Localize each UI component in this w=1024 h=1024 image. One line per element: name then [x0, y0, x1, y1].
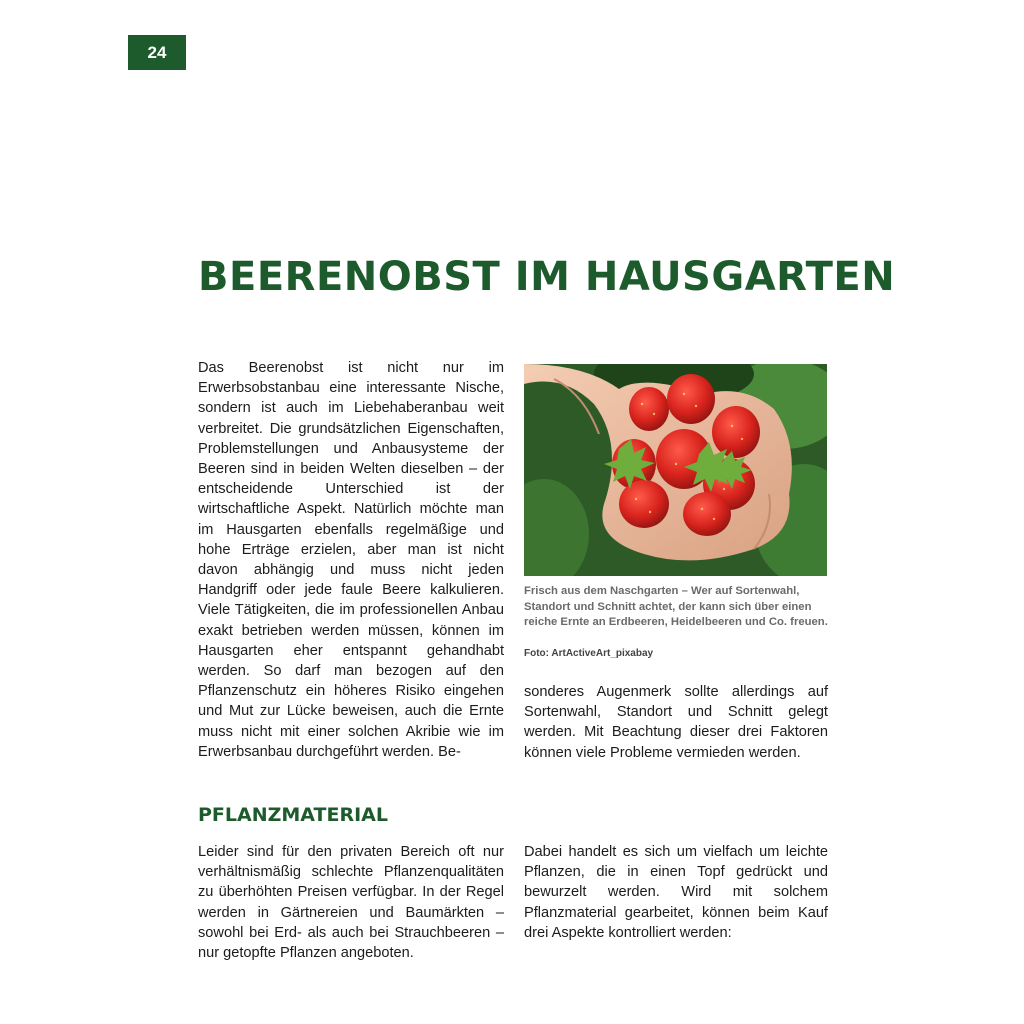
section-text-column-1: Leider sind für den privaten Bereich oft nur verhältnismäßig schlechte Pflanzenqualitäten zu überhöhten Preisen verfügbar. In der Regel werden in Gärtnereien und Baumärkten – sowohl bei Erd- als auch bei Strauchbeeren – nur getopfte Pflanzen angeboten.	[198, 844, 504, 962]
strawberries-in-hands-image	[524, 364, 827, 576]
intro-text-column-1: Das Beerenobst ist nicht nur im Erwerbsobstanbau eine interessante Nische, sondern ist auch im Liebehaberanbau weit verbreitet. Die grundsätzlichen Eigenschaften, Problemstellungen und Anbausysteme der Beeren sind in beiden Welten dieselben – der entscheidende Unterschied ist der wirtschaftliche Aspekt. Natürlich möchte man im Hausgarten ebenfalls regelmäßige und hohe Erträge erzielen, aber man ist nicht davon abhängig und muss nicht jeden Handgriff oder jede faule Beere kalkulieren. Viele Tätigkeiten, die im professionellen Anbau exakt betrieben werden müssen, können im Hausgarten eher entspannt gehandhabt werden. So darf man bezogen auf den Pflanzenschutz ein höheres Risiko eingehen und Mut zur Lücke beweisen, auch die Ernte muss nicht mit einer solchen Akribie wie im Erwerbsanbau durchgeführt werden. Be-	[198, 360, 504, 760]
page-number-badge	[128, 35, 186, 70]
article-title: BEERENOBST IM HAUSGARTEN	[198, 254, 896, 300]
section-text-column-2: Dabei handelt es sich um vielfach um leichte Pflanzen, die in einen Topf gedrückt und bewurzelt werden. Wird mit solchem Pflanzmaterial gearbeitet, können beim Kauf drei Aspekte kontrolliert werden:	[524, 844, 828, 941]
page-number: 24	[147, 42, 167, 62]
section-heading: PFLANZMATERIAL	[198, 804, 388, 826]
intro-text-column-2: sonderes Augenmerk sollte allerdings auf Sortenwahl, Standort und Schnitt gelegt werden. Mit Beachtung dieser drei Faktoren können viele Probleme vermieden werden.	[524, 684, 828, 761]
strawberries-photo	[524, 364, 827, 576]
photo-credit: Foto: ArtActiveArt_pixabay	[524, 648, 654, 659]
photo-caption: Frisch aus dem Naschgarten – Wer auf Sortenwahl, Standort und Schnitt achtet, der kann sich über einen reiche Ernte an Erdbeeren, Heidelbeeren und Co. freuen.	[524, 585, 828, 629]
